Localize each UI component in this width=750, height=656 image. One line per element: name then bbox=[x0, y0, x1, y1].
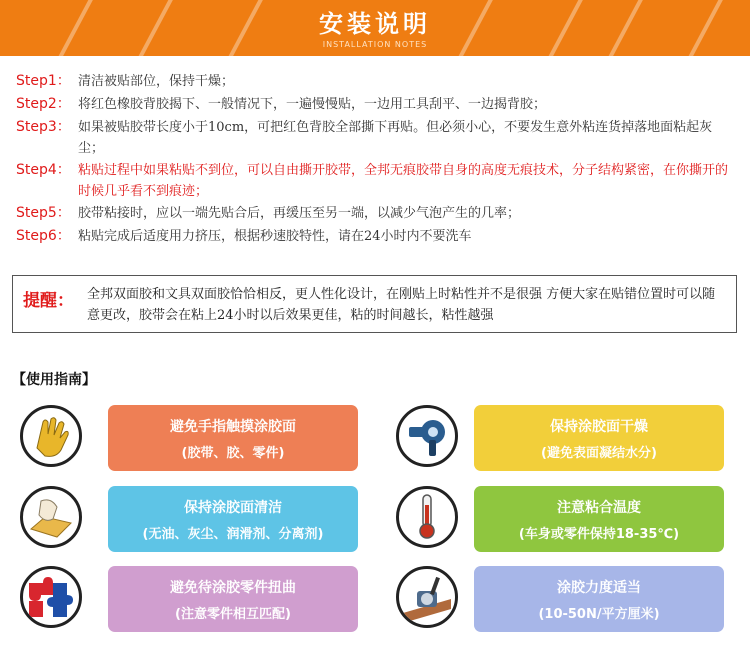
header-banner bbox=[0, 0, 750, 56]
guide-item-1 bbox=[108, 405, 358, 471]
step-label: Step5： bbox=[16, 205, 71, 221]
page-subtitle: INSTALLATION NOTES bbox=[322, 40, 428, 49]
guide-item-detail: (胶带、胶、零件) bbox=[181, 446, 285, 461]
puzzle-icon bbox=[20, 566, 82, 628]
guide-item-title: 涂胶力度适当 bbox=[557, 580, 641, 596]
step-label: Step2： bbox=[16, 96, 71, 112]
step-text: 如果被贴胶带长度小于10cm，可把红色背胶全部撕下再贴。但必须小心，不要发生意外粘连货掉落地面粘起灰尘； bbox=[78, 120, 713, 156]
guide-item-5 bbox=[108, 566, 358, 632]
step-3 bbox=[16, 116, 736, 159]
guide-item-detail: (注意零件相互匹配) bbox=[175, 607, 291, 622]
step-text: 胶带粘接时，应以一端先贴合后，再缓压至另一端，以减少气泡产生的几率； bbox=[78, 206, 521, 221]
step-6 bbox=[16, 225, 736, 248]
thermometer-icon bbox=[396, 486, 458, 548]
guide-item-detail: (车身或零件保持18-35℃) bbox=[518, 527, 680, 542]
guide-item-4 bbox=[474, 486, 724, 552]
step-4 bbox=[16, 159, 736, 202]
guide-item-detail: (避免表面凝结水分) bbox=[541, 446, 657, 461]
guide-title: 【使用指南】 bbox=[12, 372, 96, 388]
page-title: 安装说明 bbox=[319, 10, 431, 38]
step-label: Step1： bbox=[16, 73, 71, 89]
guide-item-title: 保持涂胶面清洁 bbox=[184, 500, 282, 516]
step-text: 粘贴完成后适度用力挤压，根据秒速胶特性，请在24小时内不要洗车 bbox=[78, 229, 472, 244]
tape-roller-icon bbox=[396, 566, 458, 628]
reminder-box bbox=[12, 275, 737, 333]
guide-item-title: 避免待涂胶零件扭曲 bbox=[170, 580, 296, 596]
wiping-cloth-icon bbox=[20, 486, 82, 548]
guide-item-title: 避免手指触摸涂胶面 bbox=[170, 419, 296, 435]
reminder-label: 提醒： bbox=[23, 291, 74, 311]
guide-item-detail: (10-50N/平方厘米) bbox=[538, 607, 660, 622]
guide-item-title: 注意粘合温度 bbox=[557, 500, 641, 516]
glove-hand-icon bbox=[20, 405, 82, 467]
step-2 bbox=[16, 93, 736, 116]
guide-item-detail: (无油、灰尘、润滑剂、分离剂) bbox=[142, 527, 324, 542]
reminder-text: 全邦双面胶和文具双面胶恰恰相反，更人性化设计，在刚贴上时粘性并不是很强 方便大家在贴错位置时可以随意更改，胶带会在粘上24小时以后效果更佳，粘的时间越长，粘性越强 bbox=[87, 287, 716, 323]
guide-item-6 bbox=[474, 566, 724, 632]
step-label: Step6： bbox=[16, 228, 71, 244]
guide-item-title: 保持涂胶面干燥 bbox=[550, 419, 648, 435]
step-text: 清洁被贴部位，保持干燥； bbox=[78, 74, 235, 89]
steps-list bbox=[16, 70, 736, 248]
step-5 bbox=[16, 202, 736, 225]
step-label: Step3： bbox=[16, 119, 71, 135]
guide-item-2 bbox=[474, 405, 724, 471]
hair-dryer-icon bbox=[396, 405, 458, 467]
step-label: Step4： bbox=[16, 162, 71, 178]
step-text: 将红色橡胶背胶揭下、一般情况下，一遍慢慢贴，一边用工具刮平、一边揭背胶； bbox=[78, 97, 547, 112]
step-1 bbox=[16, 70, 736, 93]
step-text: 粘贴过程中如果粘贴不到位，可以自由撕开胶带，全邦无痕胶带自身的高度无痕技术，分子结构紧密，在你撕开的时候几乎看不到痕迹； bbox=[78, 163, 729, 199]
guide-item-3 bbox=[108, 486, 358, 552]
